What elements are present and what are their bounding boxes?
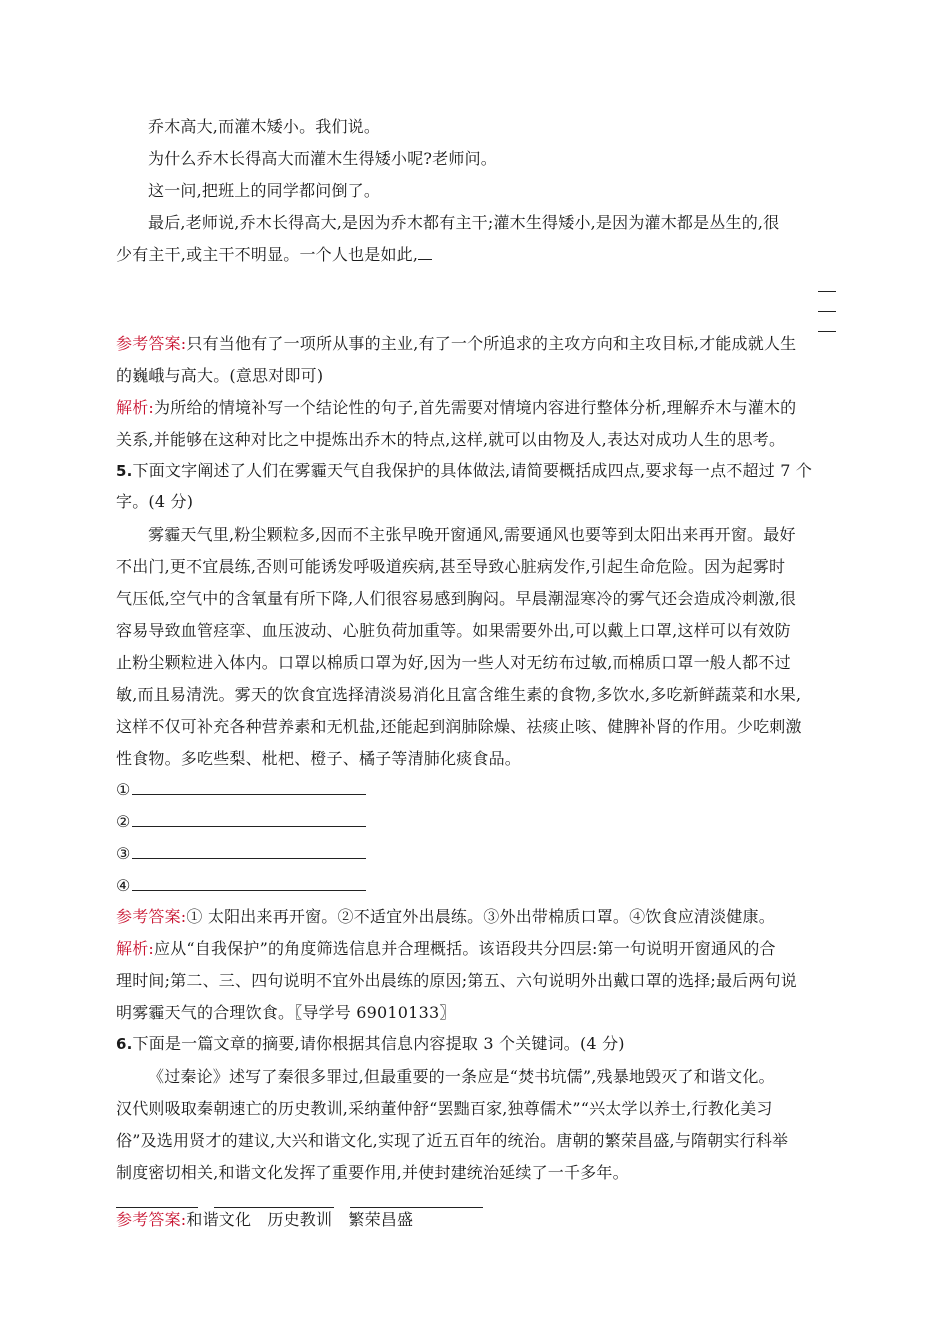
passage-text: 少有主干,或主干不明显。一个人也是如此, xyxy=(116,245,419,264)
q5-passage-line: 止粉尘颗粒进入体内。口罩以棉质口罩为好,因为一些人对无纺布过敏,而棉质口罩一般人都不过 xyxy=(116,653,791,672)
q6-passage-line: 俗”及选用贤才的建议,大兴和谐文化,实现了近五百年的统治。唐朝的繁荣昌盛,与隋朝实行科举 xyxy=(116,1131,789,1150)
blank-continuation-mark xyxy=(818,331,836,332)
passage-line: 这一问,把班上的同学都问倒了。 xyxy=(148,181,381,200)
q5-analysis-line: 明雾霾天气的合理饮食。〖导学号 69010133〗 xyxy=(116,1003,456,1022)
answer-blank[interactable] xyxy=(132,844,366,859)
q4-answer-line: 的巍峨与高大。(意思对即可) xyxy=(116,366,324,385)
answer-text: 只有当他有了一项所从事的主业,有了一个所追求的主攻方向和主攻目标,才能成就人生 xyxy=(186,334,797,353)
q6-passage-line: 制度密切相关,和谐文化发挥了重要作用,并使封建统治延续了一千多年。 xyxy=(116,1163,629,1182)
q5-passage-line: 性食物。多吃些梨、枇杷、橙子、橘子等清肺化痰食品。 xyxy=(116,749,522,768)
q6-prompt-line xyxy=(116,1034,625,1054)
q6-passage-line: 汉代则吸取秦朝速亡的历史教训,采纳董仲舒“罢黜百家,独尊儒术”“兴太学以养士,行教化美习 xyxy=(116,1099,773,1118)
q5-analysis-line: 理时间;第二、三、四句说明不宜外出晨练的原因;第五、六句说明外出戴口罩的选择;最后两句说 xyxy=(116,971,797,990)
blank-marker: ③ xyxy=(116,844,131,863)
analysis-text: 为所给的情境补写一个结论性的句子,首先需要对情境内容进行整体分析,理解乔木与灌木的 xyxy=(154,398,797,417)
q5-passage-line: 气压低,空气中的含氧量有所下降,人们很容易感到胸闷。早晨潮湿寒冷的雾气还会造成冷刺激,很 xyxy=(116,589,797,608)
keyword-blank[interactable] xyxy=(214,1207,334,1208)
answer-blank[interactable] xyxy=(132,812,366,827)
answer-blank[interactable] xyxy=(418,245,432,260)
answer-blank[interactable] xyxy=(132,876,366,891)
blank-marker: ② xyxy=(116,812,131,831)
q5-answer-blank-row xyxy=(116,780,366,800)
q6-answer-line xyxy=(116,1210,413,1230)
q5-answer-line xyxy=(116,907,775,927)
q6-passage-line: 《过秦论》述写了秦很多罪过,但最重要的一条应是“焚书坑儒”,残暴地毁灭了和谐文化。 xyxy=(148,1067,775,1086)
passage-line: 最后,老师说,乔木长得高大,是因为乔木都有主干;灌木生得矮小,是因为灌木都是丛生的,很 xyxy=(148,213,780,232)
question-number: 6. xyxy=(116,1035,133,1053)
keyword-blank[interactable] xyxy=(116,1207,198,1208)
q5-passage-line: 敏,而且易清洗。雾天的饮食宜选择清淡易消化且富含维生素的食物,多饮水,多吃新鲜蔬菜和水果, xyxy=(116,685,802,704)
q5-answer-blank-row xyxy=(116,844,366,864)
passage-line-with-blank xyxy=(116,245,432,265)
q5-analysis-line xyxy=(116,939,776,959)
blank-continuation-mark xyxy=(818,291,836,292)
question-prompt: 下面是一篇文章的摘要,请你根据其信息内容提取 3 个关键词。(4 分) xyxy=(132,1034,625,1053)
passage-line: 乔木高大,而灌木矮小。我们说。 xyxy=(148,117,381,136)
question-number: 5. xyxy=(116,462,133,480)
answer-label: 参考答案: xyxy=(116,334,187,353)
question-prompt: 下面文字阐述了人们在雾霾天气自我保护的具体做法,请简要概括成四点,要求每一点不超过 7 个 xyxy=(132,461,813,480)
answer-blank[interactable] xyxy=(132,780,366,795)
blank-marker: ④ xyxy=(116,876,131,895)
keyword-blank[interactable] xyxy=(350,1207,483,1208)
q5-answer-blank-row xyxy=(116,812,366,832)
analysis-label: 解析: xyxy=(116,939,154,958)
q5-passage-line: 容易导致血管痉挛、血压波动、心脏负荷加重等。如果需要外出,可以戴上口罩,这样可以有效防 xyxy=(116,621,791,640)
answer-label: 参考答案: xyxy=(116,907,187,926)
answer-text: 和谐文化 历史教训 繁荣昌盛 xyxy=(186,1210,414,1229)
q5-prompt-line xyxy=(116,461,812,481)
q5-prompt-line: 字。(4 分) xyxy=(116,492,194,511)
passage-line: 为什么乔木长得高大而灌木生得矮小呢?老师问。 xyxy=(148,149,497,168)
blank-marker: ① xyxy=(116,780,131,799)
analysis-text: 应从“自我保护”的角度筛选信息并合理概括。该语段共分四层:第一句说明开窗通风的合 xyxy=(154,939,776,958)
q5-passage-line: 雾霾天气里,粉尘颗粒多,因而不主张早晚开窗通风,需要通风也要等到太阳出来再开窗。最好 xyxy=(148,525,796,544)
q5-answer-blank-row xyxy=(116,876,366,896)
answer-text: ① 太阳出来再开窗。②不适宜外出晨练。③外出带棉质口罩。④饮食应清淡健康。 xyxy=(186,907,775,926)
q4-analysis-line: 关系,并能够在这种对比之中提炼出乔木的特点,这样,就可以由物及人,表达对成功人生的思考。 xyxy=(116,430,786,449)
q4-analysis-line xyxy=(116,398,796,418)
q5-passage-line: 不出门,更不宜晨练,否则可能诱发呼吸道疾病,甚至导致心脏病发作,引起生命危险。因为起雾时 xyxy=(116,557,786,576)
q5-passage-line: 这样不仅可补充各种营养素和无机盐,还能起到润肺除燥、祛痰止咳、健脾补肾的作用。少吃刺激 xyxy=(116,717,802,736)
blank-continuation-mark xyxy=(818,311,836,312)
q4-answer-line xyxy=(116,334,796,354)
answer-label: 参考答案: xyxy=(116,1210,187,1229)
analysis-label: 解析: xyxy=(116,398,154,417)
